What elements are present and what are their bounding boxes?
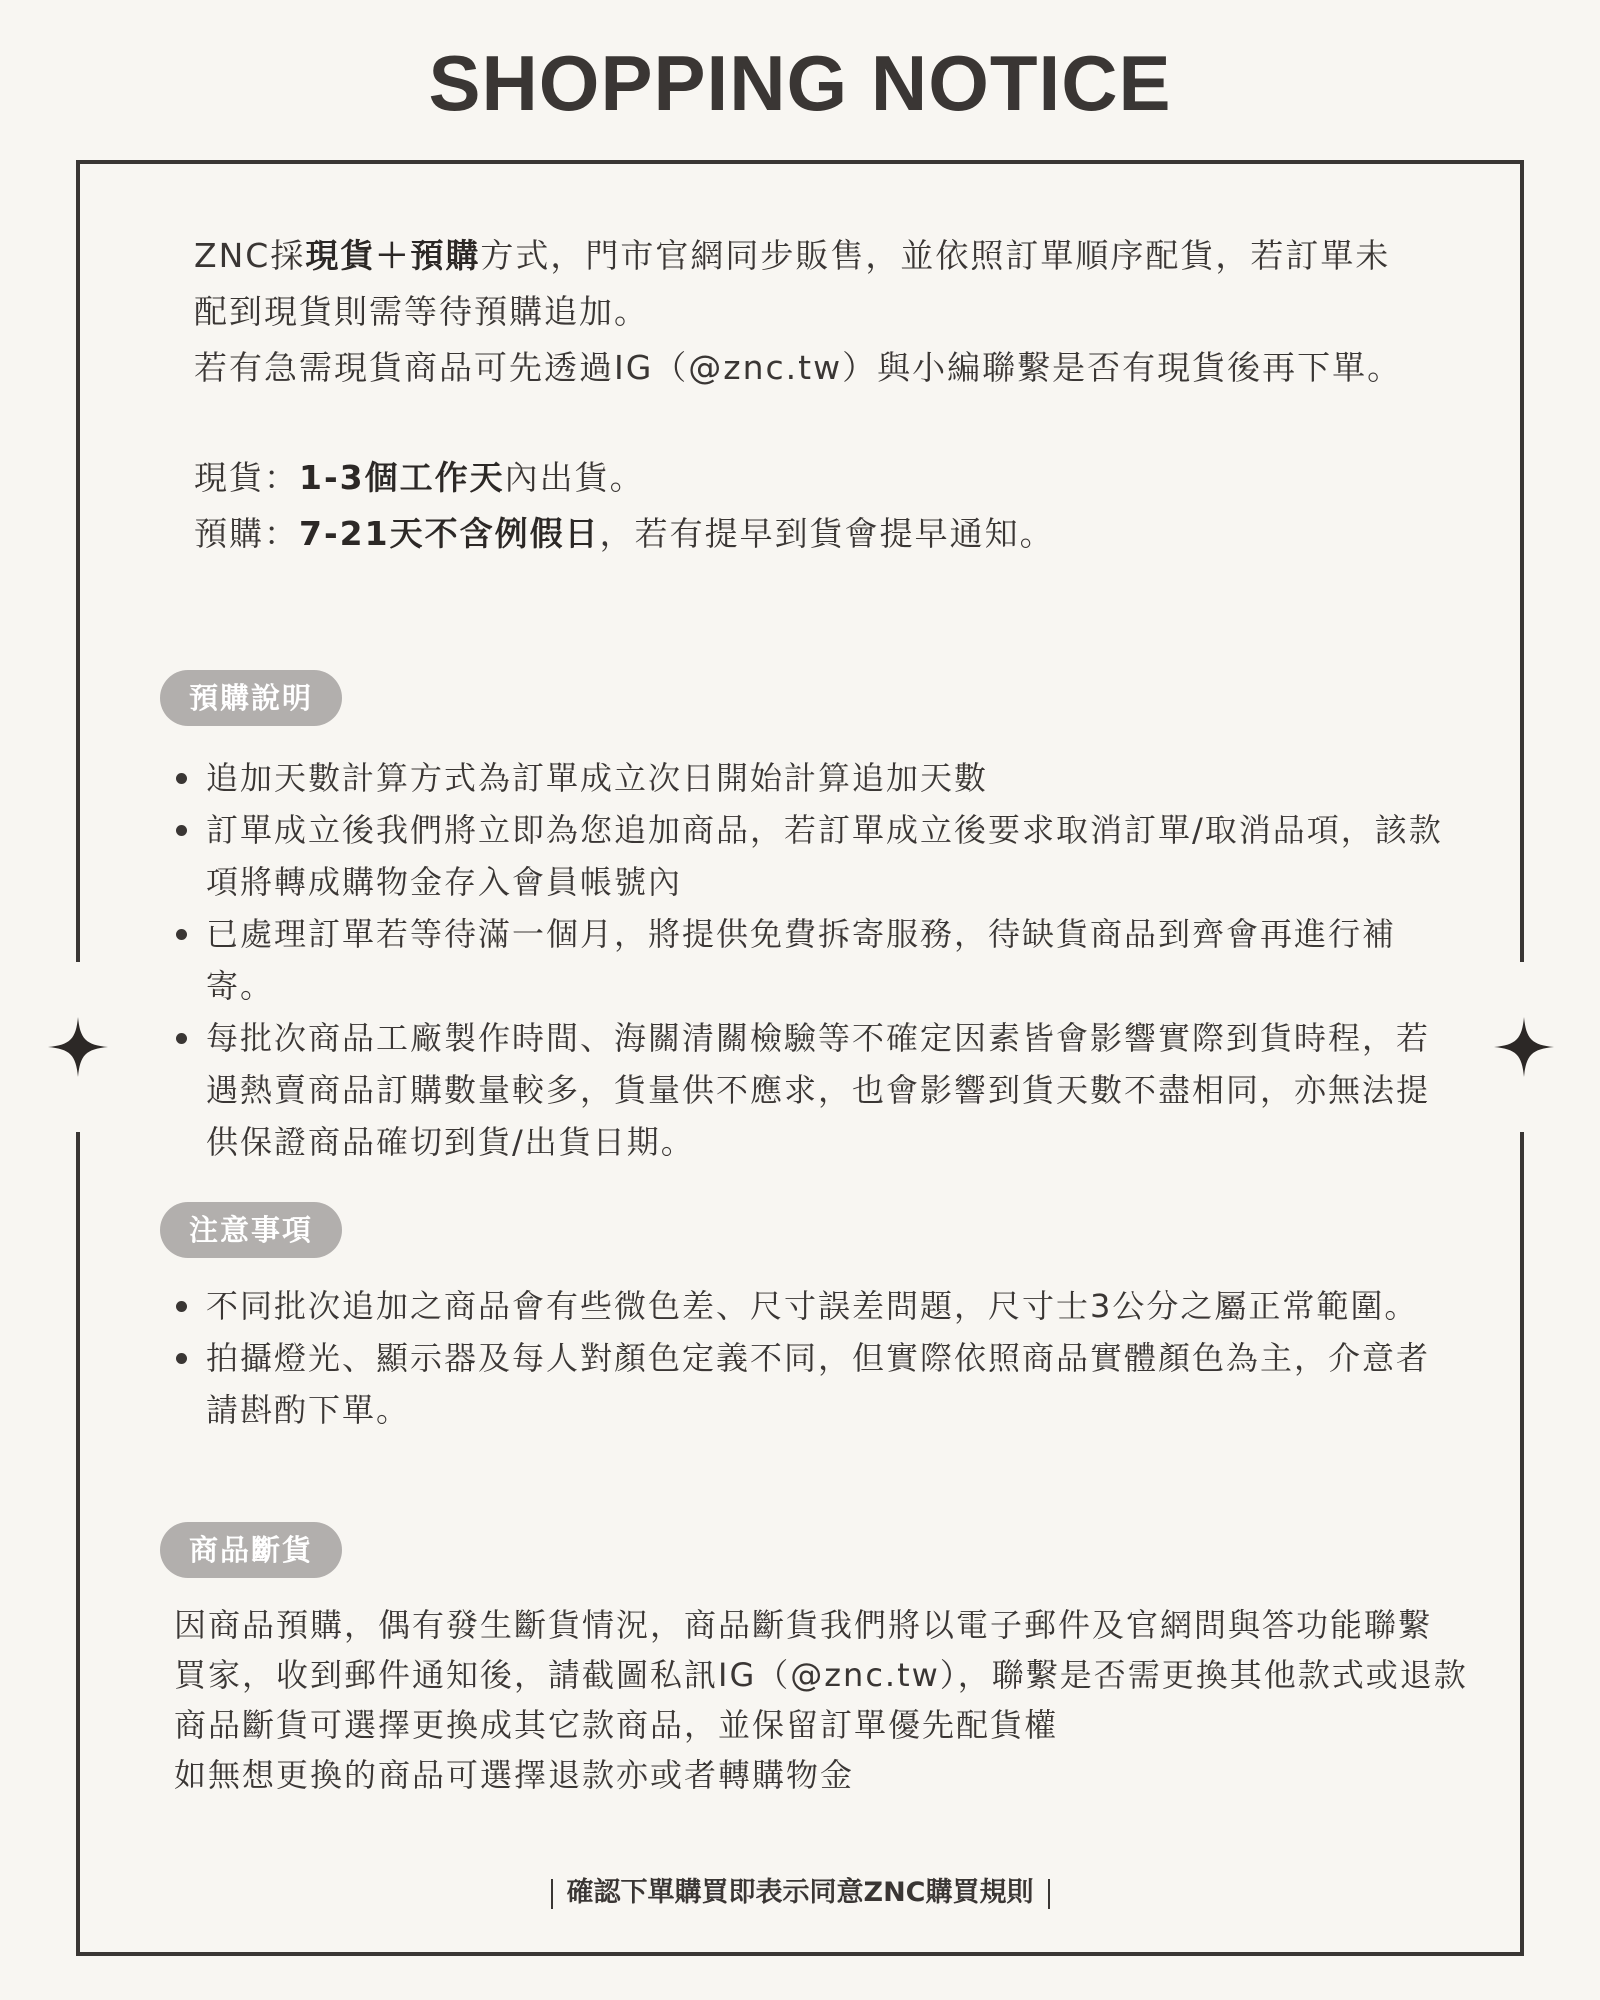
preorder-list bbox=[206, 752, 1446, 1168]
list-item: 每批次商品工廠製作時間、海關清關檢驗等不確定因素皆會影響實際到貨時程，若遇熱賣商品訂購數量較多，貨量供不應求，也會影響到貨天數不盡相同，亦無法提供保證商品確切到貨/出貨日期。 bbox=[206, 1012, 1446, 1168]
list-item: 拍攝燈光、顯示器及每人對顏色定義不同，但實際依照商品實體顏色為主，介意者請斟酌下單。 bbox=[206, 1332, 1446, 1436]
four-point-star-icon bbox=[48, 1017, 108, 1077]
intro-section bbox=[194, 228, 1424, 562]
intro-paragraph: 若有急需現貨商品可先透過IG（@znc.tw）與小編聯繫是否有現貨後再下單。 bbox=[194, 348, 1403, 387]
section-label-preorder: 預購說明 bbox=[160, 670, 342, 726]
list-item: 已處理訂單若等待滿一個月，將提供免費拆寄服務，待缺貨商品到齊會再進行補寄。 bbox=[206, 908, 1446, 1012]
section-label-notice: 注意事項 bbox=[160, 1202, 342, 1258]
agreement-footer: 確認下單購買即表示同意ZNC購買規則 bbox=[0, 1868, 1600, 1918]
preorder-shipping-line: 預購：7-21天不含例假日，若有提早到貨會提早通知。 bbox=[194, 514, 1055, 553]
notice-list bbox=[206, 1280, 1446, 1436]
section-label-outofstock: 商品斷貨 bbox=[160, 1522, 342, 1578]
list-item: 訂單成立後我們將立即為您追加商品，若訂單成立後要求取消訂單/取消品項，該款項將轉成購物金存入會員帳號內 bbox=[206, 804, 1446, 908]
stock-shipping-line: 現貨：1-3個工作天內出貨。 bbox=[194, 458, 645, 497]
outofstock-paragraph: 因商品預購，偶有發生斷貨情況，商品斷貨我們將以電子郵件及官網問與答功能聯繫 買家，收到郵件通知後，請截圖私訊IG（@znc.tw），聯繫是否需更換其他款式或退款 商品斷貨可選擇更換成其它款商品，並保留訂單優先配貨權 如無想更換的商品可選擇退款亦或者轉購物金 bbox=[174, 1606, 1468, 1794]
page-title: SHOPPING NOTICE bbox=[428, 39, 1172, 127]
four-point-star-icon bbox=[1494, 1017, 1554, 1077]
list-item: 不同批次追加之商品會有些微色差、尺寸誤差問題，尺寸士3公分之屬正常範圍。 bbox=[206, 1280, 1446, 1332]
intro-paragraph: ZNC採現貨＋預購方式，門市官網同步販售，並依照訂單順序配貨，若訂單未配到現貨則需等待預購追加。 bbox=[194, 236, 1391, 331]
list-item: 追加天數計算方式為訂單成立次日開始計算追加天數 bbox=[206, 752, 1446, 804]
